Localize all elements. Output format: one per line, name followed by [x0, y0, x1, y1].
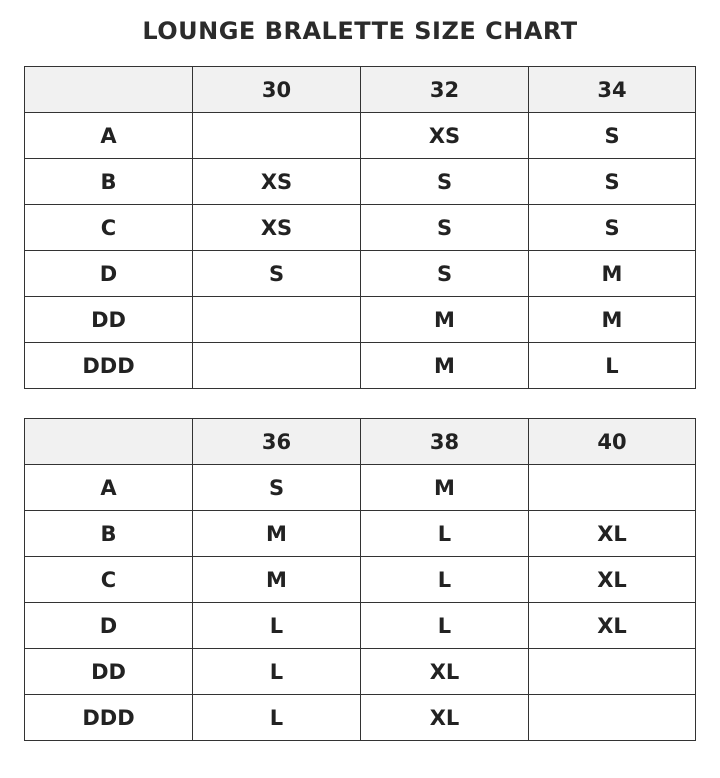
table-row	[25, 649, 696, 695]
size-cell: XL	[529, 603, 696, 649]
corner-cell	[25, 419, 193, 465]
page-title: LOUNGE BRALETTE SIZE CHART	[142, 17, 578, 45]
table-row	[25, 557, 696, 603]
size-cell	[193, 113, 361, 159]
size-cell: S	[361, 159, 529, 205]
size-cell: L	[361, 603, 529, 649]
cup-label: B	[25, 159, 193, 205]
table-row	[25, 343, 696, 389]
cup-label: D	[25, 251, 193, 297]
table-header-row	[25, 67, 696, 113]
table-row	[25, 511, 696, 557]
band-header: 32	[361, 67, 529, 113]
size-cell: XL	[361, 695, 529, 741]
size-cell: S	[193, 465, 361, 511]
table-row	[25, 159, 696, 205]
size-cell: M	[193, 511, 361, 557]
size-cell: M	[361, 465, 529, 511]
cup-label: DDD	[25, 695, 193, 741]
table-row	[25, 603, 696, 649]
size-cell: XL	[361, 649, 529, 695]
band-header: 34	[529, 67, 696, 113]
size-table-bands-30-34	[24, 66, 696, 389]
table-row	[25, 205, 696, 251]
table-row	[25, 465, 696, 511]
band-header: 40	[529, 419, 696, 465]
size-cell: XS	[193, 205, 361, 251]
cup-label: C	[25, 205, 193, 251]
size-cell	[529, 649, 696, 695]
size-cell: XS	[361, 113, 529, 159]
size-table-bands-36-40	[24, 418, 696, 741]
size-cell	[193, 343, 361, 389]
table-row	[25, 251, 696, 297]
size-cell	[529, 695, 696, 741]
size-cell: S	[361, 205, 529, 251]
cup-label: A	[25, 465, 193, 511]
size-cell: L	[361, 511, 529, 557]
size-cell: L	[193, 695, 361, 741]
size-cell: M	[193, 557, 361, 603]
cup-label: B	[25, 511, 193, 557]
size-cell	[193, 297, 361, 343]
size-cell: S	[529, 205, 696, 251]
size-cell: S	[361, 251, 529, 297]
size-cell: L	[529, 343, 696, 389]
table-row	[25, 113, 696, 159]
corner-cell	[25, 67, 193, 113]
size-cell	[529, 465, 696, 511]
size-cell: S	[529, 159, 696, 205]
cup-label: A	[25, 113, 193, 159]
size-cell: L	[193, 649, 361, 695]
size-cell: XS	[193, 159, 361, 205]
table-row	[25, 297, 696, 343]
band-header: 38	[361, 419, 529, 465]
size-cell: M	[361, 343, 529, 389]
size-cell: XL	[529, 511, 696, 557]
cup-label: DDD	[25, 343, 193, 389]
cup-label: C	[25, 557, 193, 603]
size-cell: L	[193, 603, 361, 649]
band-header: 30	[193, 67, 361, 113]
size-cell: S	[193, 251, 361, 297]
size-cell: M	[361, 297, 529, 343]
size-cell: S	[529, 113, 696, 159]
size-cell: XL	[529, 557, 696, 603]
cup-label: D	[25, 603, 193, 649]
size-cell: M	[529, 297, 696, 343]
table-row	[25, 695, 696, 741]
table-header-row	[25, 419, 696, 465]
cup-label: DD	[25, 297, 193, 343]
size-cell: L	[361, 557, 529, 603]
band-header: 36	[193, 419, 361, 465]
cup-label: DD	[25, 649, 193, 695]
size-cell: M	[529, 251, 696, 297]
